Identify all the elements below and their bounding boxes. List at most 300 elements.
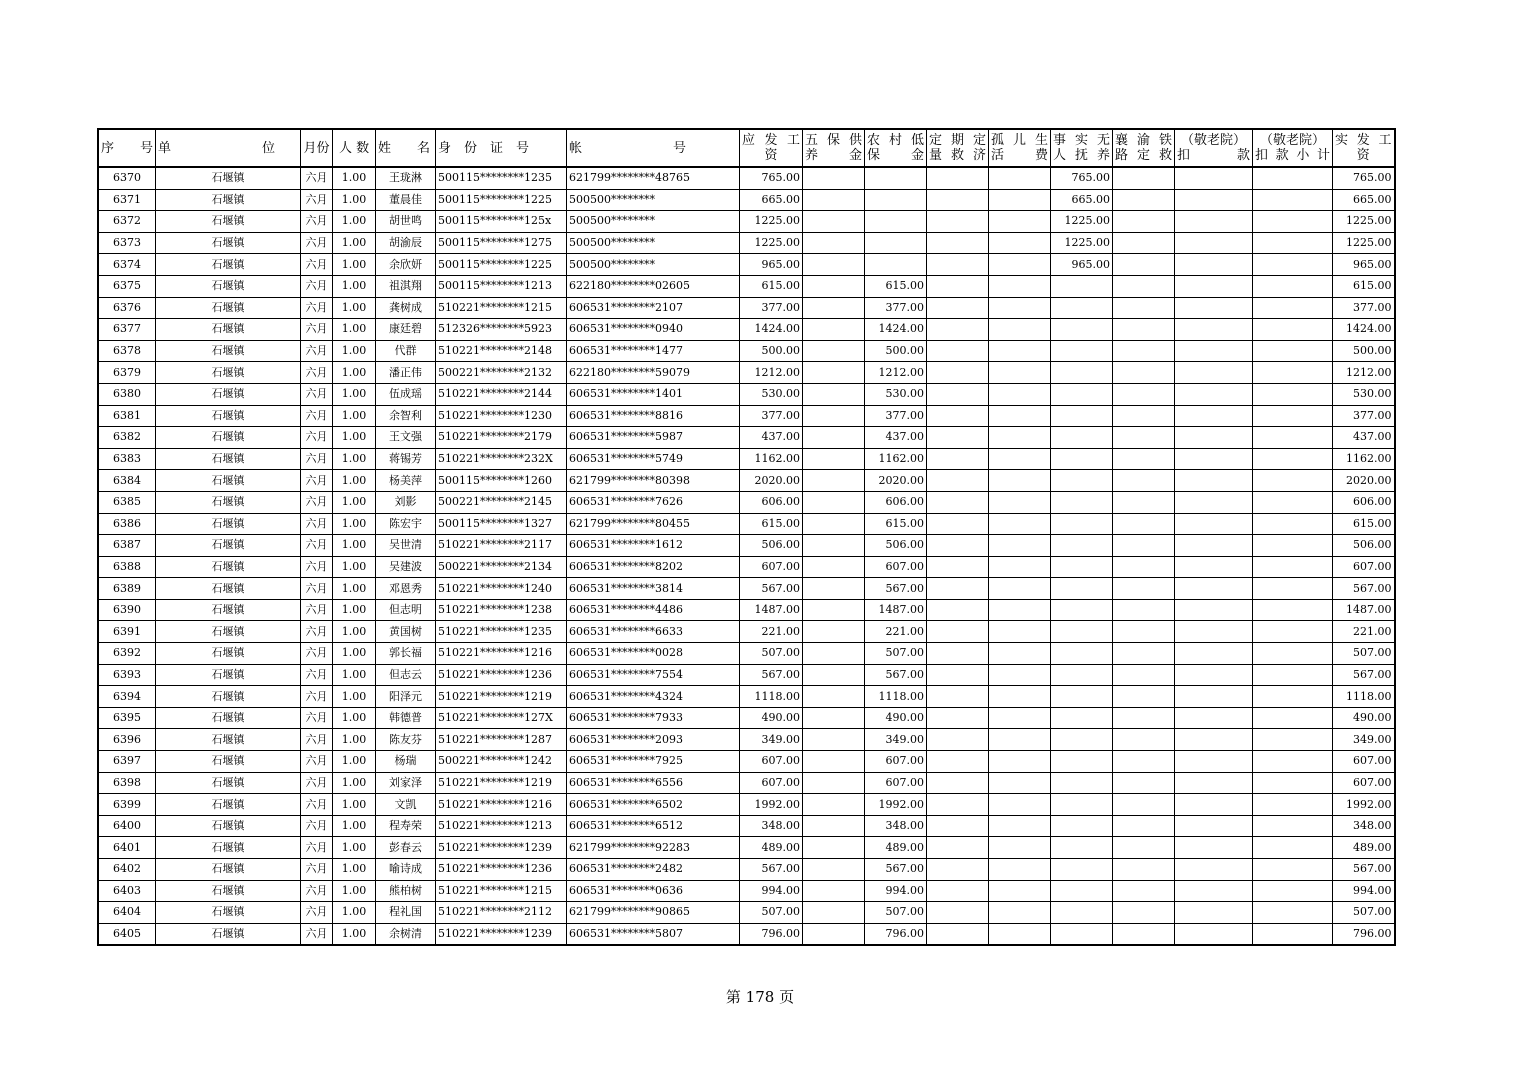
- cell-month: 六月: [301, 556, 333, 578]
- cell-jly1: [1175, 319, 1253, 341]
- cell-xiangyu: [1113, 189, 1175, 211]
- cell-account: 606531********6556: [567, 772, 740, 794]
- cell-id: 500115********1275: [436, 232, 567, 254]
- cell-jly1: [1175, 837, 1253, 859]
- cell-payable: 437.00: [740, 427, 803, 449]
- cell-month: 六月: [301, 211, 333, 233]
- cell-dingliang: [927, 340, 989, 362]
- table-row: [98, 880, 1395, 902]
- table-row: [98, 189, 1395, 211]
- cell-shishi: [1051, 643, 1113, 665]
- cell-month: 六月: [301, 643, 333, 665]
- cell-persons: 1.00: [333, 686, 376, 708]
- cell-xiangyu: [1113, 340, 1175, 362]
- cell-id: 510221********1219: [436, 772, 567, 794]
- cell-xiangyu: [1113, 794, 1175, 816]
- cell-seq: 6372: [98, 211, 156, 233]
- cell-jly2: [1253, 859, 1333, 881]
- cell-dingliang: [927, 189, 989, 211]
- cell-persons: 1.00: [333, 621, 376, 643]
- cell-dingliang: [927, 513, 989, 535]
- cell-name: 杨瑞: [376, 751, 436, 773]
- cell-orphan: [989, 211, 1051, 233]
- cell-seq: 6402: [98, 859, 156, 881]
- cell-jly1: [1175, 578, 1253, 600]
- table-row: [98, 859, 1395, 881]
- cell-actual: 615.00: [1333, 275, 1395, 297]
- cell-payable: 1424.00: [740, 319, 803, 341]
- cell-actual: 2020.00: [1333, 470, 1395, 492]
- cell-seq: 6376: [98, 297, 156, 319]
- cell-month: 六月: [301, 837, 333, 859]
- cell-orphan: [989, 621, 1051, 643]
- header-xiangyu: 襄 渝 铁 路 定 救: [1113, 129, 1175, 167]
- cell-dingliang: [927, 902, 989, 924]
- cell-seq: 6389: [98, 578, 156, 600]
- cell-dingliang: [927, 707, 989, 729]
- cell-name: 胡渝辰: [376, 232, 436, 254]
- cell-seq: 6375: [98, 275, 156, 297]
- cell-name: 杨美萍: [376, 470, 436, 492]
- cell-account: 606531********8816: [567, 405, 740, 427]
- cell-dibao: 606.00: [865, 491, 927, 513]
- cell-orphan: [989, 664, 1051, 686]
- cell-account: 606531********7933: [567, 707, 740, 729]
- cell-account: 606531********2093: [567, 729, 740, 751]
- cell-dingliang: [927, 319, 989, 341]
- cell-orphan: [989, 535, 1051, 557]
- cell-xiangyu: [1113, 556, 1175, 578]
- cell-account: 606531********2482: [567, 859, 740, 881]
- cell-xiangyu: [1113, 664, 1175, 686]
- cell-jly2: [1253, 751, 1333, 773]
- cell-orphan: [989, 772, 1051, 794]
- cell-actual: 500.00: [1333, 340, 1395, 362]
- cell-id: 510221********1216: [436, 794, 567, 816]
- table-row: [98, 621, 1395, 643]
- cell-jly2: [1253, 383, 1333, 405]
- cell-jly2: [1253, 599, 1333, 621]
- cell-wubao: [803, 319, 865, 341]
- cell-name: 程礼国: [376, 902, 436, 924]
- cell-unit: 石堰镇: [156, 859, 301, 881]
- cell-name: 潘正伟: [376, 362, 436, 384]
- cell-dingliang: [927, 794, 989, 816]
- cell-wubao: [803, 880, 865, 902]
- cell-jly2: [1253, 167, 1333, 189]
- cell-account: 606531********5807: [567, 923, 740, 945]
- cell-jly2: [1253, 729, 1333, 751]
- cell-dingliang: [927, 470, 989, 492]
- cell-id: 510221********232X: [436, 448, 567, 470]
- header-payable: 应 发 工 资: [740, 129, 803, 167]
- cell-name: 但志云: [376, 664, 436, 686]
- cell-jly1: [1175, 189, 1253, 211]
- cell-payable: 1487.00: [740, 599, 803, 621]
- cell-jly1: [1175, 405, 1253, 427]
- cell-unit: 石堰镇: [156, 902, 301, 924]
- cell-payable: 607.00: [740, 751, 803, 773]
- cell-name: 王文强: [376, 427, 436, 449]
- cell-jly2: [1253, 405, 1333, 427]
- cell-account: 621799********80398: [567, 470, 740, 492]
- cell-jly1: [1175, 297, 1253, 319]
- cell-name: 郭长福: [376, 643, 436, 665]
- cell-xiangyu: [1113, 621, 1175, 643]
- cell-payable: 377.00: [740, 405, 803, 427]
- cell-xiangyu: [1113, 751, 1175, 773]
- cell-month: 六月: [301, 340, 333, 362]
- cell-actual: 490.00: [1333, 707, 1395, 729]
- cell-xiangyu: [1113, 319, 1175, 341]
- cell-dibao: 607.00: [865, 772, 927, 794]
- cell-shishi: [1051, 686, 1113, 708]
- cell-jly1: [1175, 794, 1253, 816]
- cell-jly2: [1253, 297, 1333, 319]
- cell-persons: 1.00: [333, 491, 376, 513]
- cell-name: 伍成瑶: [376, 383, 436, 405]
- cell-unit: 石堰镇: [156, 815, 301, 837]
- cell-month: 六月: [301, 470, 333, 492]
- cell-id: 500115********125x: [436, 211, 567, 233]
- cell-account: 606531********6633: [567, 621, 740, 643]
- cell-payable: 567.00: [740, 578, 803, 600]
- cell-wubao: [803, 643, 865, 665]
- cell-jly1: [1175, 556, 1253, 578]
- cell-id: 500115********1327: [436, 513, 567, 535]
- cell-jly1: [1175, 167, 1253, 189]
- cell-id: 510221********1287: [436, 729, 567, 751]
- cell-jly1: [1175, 880, 1253, 902]
- cell-id: 510221********1239: [436, 923, 567, 945]
- cell-persons: 1.00: [333, 383, 376, 405]
- cell-jly1: [1175, 427, 1253, 449]
- table-row: [98, 470, 1395, 492]
- cell-actual: 1225.00: [1333, 211, 1395, 233]
- cell-wubao: [803, 275, 865, 297]
- cell-payable: 615.00: [740, 513, 803, 535]
- cell-xiangyu: [1113, 405, 1175, 427]
- cell-payable: 765.00: [740, 167, 803, 189]
- cell-jly2: [1253, 340, 1333, 362]
- cell-xiangyu: [1113, 383, 1175, 405]
- cell-orphan: [989, 923, 1051, 945]
- cell-month: 六月: [301, 319, 333, 341]
- cell-orphan: [989, 686, 1051, 708]
- cell-dibao: 615.00: [865, 513, 927, 535]
- cell-jly1: [1175, 470, 1253, 492]
- cell-jly2: [1253, 556, 1333, 578]
- table-row: [98, 427, 1395, 449]
- cell-jly1: [1175, 902, 1253, 924]
- cell-actual: 348.00: [1333, 815, 1395, 837]
- header-name: 姓 名: [376, 129, 436, 167]
- cell-name: 董晨佳: [376, 189, 436, 211]
- cell-jly1: [1175, 211, 1253, 233]
- cell-payable: 1162.00: [740, 448, 803, 470]
- cell-name: 代群: [376, 340, 436, 362]
- cell-month: 六月: [301, 491, 333, 513]
- cell-actual: 349.00: [1333, 729, 1395, 751]
- cell-dibao: 348.00: [865, 815, 927, 837]
- cell-jly2: [1253, 815, 1333, 837]
- table-row: [98, 491, 1395, 513]
- cell-persons: 1.00: [333, 599, 376, 621]
- cell-shishi: [1051, 383, 1113, 405]
- cell-seq: 6400: [98, 815, 156, 837]
- cell-month: 六月: [301, 859, 333, 881]
- cell-wubao: [803, 729, 865, 751]
- cell-payable: 796.00: [740, 923, 803, 945]
- cell-dibao: 615.00: [865, 275, 927, 297]
- cell-dibao: 607.00: [865, 751, 927, 773]
- cell-month: 六月: [301, 599, 333, 621]
- cell-wubao: [803, 513, 865, 535]
- cell-name: 但志明: [376, 599, 436, 621]
- cell-dibao: 507.00: [865, 643, 927, 665]
- cell-seq: 6374: [98, 254, 156, 276]
- cell-actual: 489.00: [1333, 837, 1395, 859]
- cell-shishi: [1051, 427, 1113, 449]
- cell-jly2: [1253, 923, 1333, 945]
- table-row: [98, 923, 1395, 945]
- cell-wubao: [803, 167, 865, 189]
- cell-payable: 1225.00: [740, 211, 803, 233]
- cell-shishi: [1051, 837, 1113, 859]
- table-row: [98, 772, 1395, 794]
- cell-dibao: 994.00: [865, 880, 927, 902]
- cell-payable: 994.00: [740, 880, 803, 902]
- cell-dingliang: [927, 448, 989, 470]
- cell-wubao: [803, 772, 865, 794]
- header-jly-deduction: （敬老院） 扣 款: [1175, 129, 1253, 167]
- cell-unit: 石堰镇: [156, 211, 301, 233]
- cell-name: 吴建波: [376, 556, 436, 578]
- cell-wubao: [803, 491, 865, 513]
- header-jly-subtotal: （敬老院） 扣 款 小 计: [1253, 129, 1333, 167]
- cell-payable: 221.00: [740, 621, 803, 643]
- cell-dibao: [865, 211, 927, 233]
- cell-jly1: [1175, 491, 1253, 513]
- table-row: [98, 643, 1395, 665]
- cell-jly2: [1253, 902, 1333, 924]
- cell-seq: 6385: [98, 491, 156, 513]
- cell-shishi: [1051, 362, 1113, 384]
- cell-payable: 1992.00: [740, 794, 803, 816]
- cell-actual: 607.00: [1333, 772, 1395, 794]
- table-row: [98, 167, 1395, 189]
- cell-shishi: [1051, 729, 1113, 751]
- cell-unit: 石堰镇: [156, 535, 301, 557]
- cell-dibao: 567.00: [865, 664, 927, 686]
- cell-dibao: 1118.00: [865, 686, 927, 708]
- cell-dingliang: [927, 297, 989, 319]
- cell-name: 吴世清: [376, 535, 436, 557]
- cell-wubao: [803, 405, 865, 427]
- cell-persons: 1.00: [333, 578, 376, 600]
- cell-dingliang: [927, 664, 989, 686]
- cell-seq: 6404: [98, 902, 156, 924]
- cell-actual: 994.00: [1333, 880, 1395, 902]
- cell-shishi: [1051, 815, 1113, 837]
- cell-shishi: [1051, 297, 1113, 319]
- cell-orphan: [989, 794, 1051, 816]
- cell-xiangyu: [1113, 815, 1175, 837]
- cell-account: 622180********59079: [567, 362, 740, 384]
- cell-dingliang: [927, 729, 989, 751]
- header-row: [98, 129, 1395, 167]
- cell-persons: 1.00: [333, 902, 376, 924]
- cell-actual: 377.00: [1333, 297, 1395, 319]
- cell-unit: 石堰镇: [156, 232, 301, 254]
- cell-actual: 796.00: [1333, 923, 1395, 945]
- cell-unit: 石堰镇: [156, 707, 301, 729]
- cell-actual: 507.00: [1333, 902, 1395, 924]
- cell-account: 606531********5987: [567, 427, 740, 449]
- table-row: [98, 513, 1395, 535]
- cell-name: 阳泽元: [376, 686, 436, 708]
- cell-payable: 965.00: [740, 254, 803, 276]
- cell-dibao: 2020.00: [865, 470, 927, 492]
- cell-xiangyu: [1113, 513, 1175, 535]
- cell-payable: 507.00: [740, 902, 803, 924]
- cell-seq: 6393: [98, 664, 156, 686]
- cell-persons: 1.00: [333, 880, 376, 902]
- cell-month: 六月: [301, 513, 333, 535]
- cell-jly1: [1175, 340, 1253, 362]
- cell-account: 606531********5749: [567, 448, 740, 470]
- cell-xiangyu: [1113, 167, 1175, 189]
- cell-jly1: [1175, 599, 1253, 621]
- cell-month: 六月: [301, 427, 333, 449]
- cell-persons: 1.00: [333, 319, 376, 341]
- cell-account: 606531********4324: [567, 686, 740, 708]
- cell-name: 喻诗成: [376, 859, 436, 881]
- cell-account: 500500********: [567, 232, 740, 254]
- cell-account: 606531********7626: [567, 491, 740, 513]
- cell-unit: 石堰镇: [156, 686, 301, 708]
- cell-unit: 石堰镇: [156, 319, 301, 341]
- cell-persons: 1.00: [333, 772, 376, 794]
- cell-persons: 1.00: [333, 535, 376, 557]
- table-row: [98, 297, 1395, 319]
- cell-payable: 615.00: [740, 275, 803, 297]
- cell-account: 606531********7925: [567, 751, 740, 773]
- cell-name: 龚树成: [376, 297, 436, 319]
- cell-dibao: 1992.00: [865, 794, 927, 816]
- cell-payable: 530.00: [740, 383, 803, 405]
- cell-name: 余智利: [376, 405, 436, 427]
- cell-jly2: [1253, 275, 1333, 297]
- cell-orphan: [989, 405, 1051, 427]
- cell-name: 刘家泽: [376, 772, 436, 794]
- cell-shishi: 1225.00: [1051, 232, 1113, 254]
- cell-id: 500115********1225: [436, 254, 567, 276]
- cell-persons: 1.00: [333, 794, 376, 816]
- cell-payable: 606.00: [740, 491, 803, 513]
- cell-xiangyu: [1113, 599, 1175, 621]
- cell-actual: 1225.00: [1333, 232, 1395, 254]
- cell-month: 六月: [301, 902, 333, 924]
- cell-shishi: [1051, 275, 1113, 297]
- cell-payable: 1212.00: [740, 362, 803, 384]
- cell-orphan: [989, 254, 1051, 276]
- cell-wubao: [803, 815, 865, 837]
- cell-unit: 石堰镇: [156, 923, 301, 945]
- cell-dingliang: [927, 535, 989, 557]
- cell-xiangyu: [1113, 923, 1175, 945]
- cell-actual: 607.00: [1333, 751, 1395, 773]
- cell-account: 606531********1612: [567, 535, 740, 557]
- cell-orphan: [989, 599, 1051, 621]
- cell-xiangyu: [1113, 254, 1175, 276]
- cell-seq: 6381: [98, 405, 156, 427]
- cell-account: 606531********3814: [567, 578, 740, 600]
- cell-actual: 567.00: [1333, 578, 1395, 600]
- cell-xiangyu: [1113, 535, 1175, 557]
- cell-seq: 6370: [98, 167, 156, 189]
- cell-account: 606531********1401: [567, 383, 740, 405]
- cell-shishi: [1051, 405, 1113, 427]
- cell-month: 六月: [301, 578, 333, 600]
- cell-wubao: [803, 794, 865, 816]
- cell-wubao: [803, 664, 865, 686]
- cell-shishi: [1051, 923, 1113, 945]
- table-row: [98, 232, 1395, 254]
- cell-actual: 567.00: [1333, 664, 1395, 686]
- cell-month: 六月: [301, 729, 333, 751]
- cell-seq: 6379: [98, 362, 156, 384]
- cell-seq: 6397: [98, 751, 156, 773]
- cell-id: 510221********1215: [436, 297, 567, 319]
- cell-jly1: [1175, 729, 1253, 751]
- cell-id: 500221********2134: [436, 556, 567, 578]
- cell-actual: 606.00: [1333, 491, 1395, 513]
- cell-orphan: [989, 491, 1051, 513]
- cell-xiangyu: [1113, 211, 1175, 233]
- cell-unit: 石堰镇: [156, 405, 301, 427]
- cell-wubao: [803, 686, 865, 708]
- cell-shishi: [1051, 707, 1113, 729]
- cell-id: 500115********1213: [436, 275, 567, 297]
- cell-unit: 石堰镇: [156, 772, 301, 794]
- cell-persons: 1.00: [333, 448, 376, 470]
- cell-unit: 石堰镇: [156, 880, 301, 902]
- cell-name: 熊柏树: [376, 880, 436, 902]
- cell-dibao: [865, 167, 927, 189]
- cell-wubao: [803, 470, 865, 492]
- cell-unit: 石堰镇: [156, 491, 301, 513]
- cell-unit: 石堰镇: [156, 254, 301, 276]
- cell-month: 六月: [301, 794, 333, 816]
- cell-shishi: [1051, 794, 1113, 816]
- cell-xiangyu: [1113, 470, 1175, 492]
- cell-id: 510221********1213: [436, 815, 567, 837]
- cell-unit: 石堰镇: [156, 621, 301, 643]
- cell-persons: 1.00: [333, 470, 376, 492]
- cell-month: 六月: [301, 275, 333, 297]
- cell-actual: 507.00: [1333, 643, 1395, 665]
- cell-seq: 6399: [98, 794, 156, 816]
- cell-id: 510221********1238: [436, 599, 567, 621]
- cell-name: 彭春云: [376, 837, 436, 859]
- cell-jly1: [1175, 535, 1253, 557]
- cell-unit: 石堰镇: [156, 275, 301, 297]
- cell-orphan: [989, 189, 1051, 211]
- cell-seq: 6378: [98, 340, 156, 362]
- cell-seq: 6394: [98, 686, 156, 708]
- cell-seq: 6398: [98, 772, 156, 794]
